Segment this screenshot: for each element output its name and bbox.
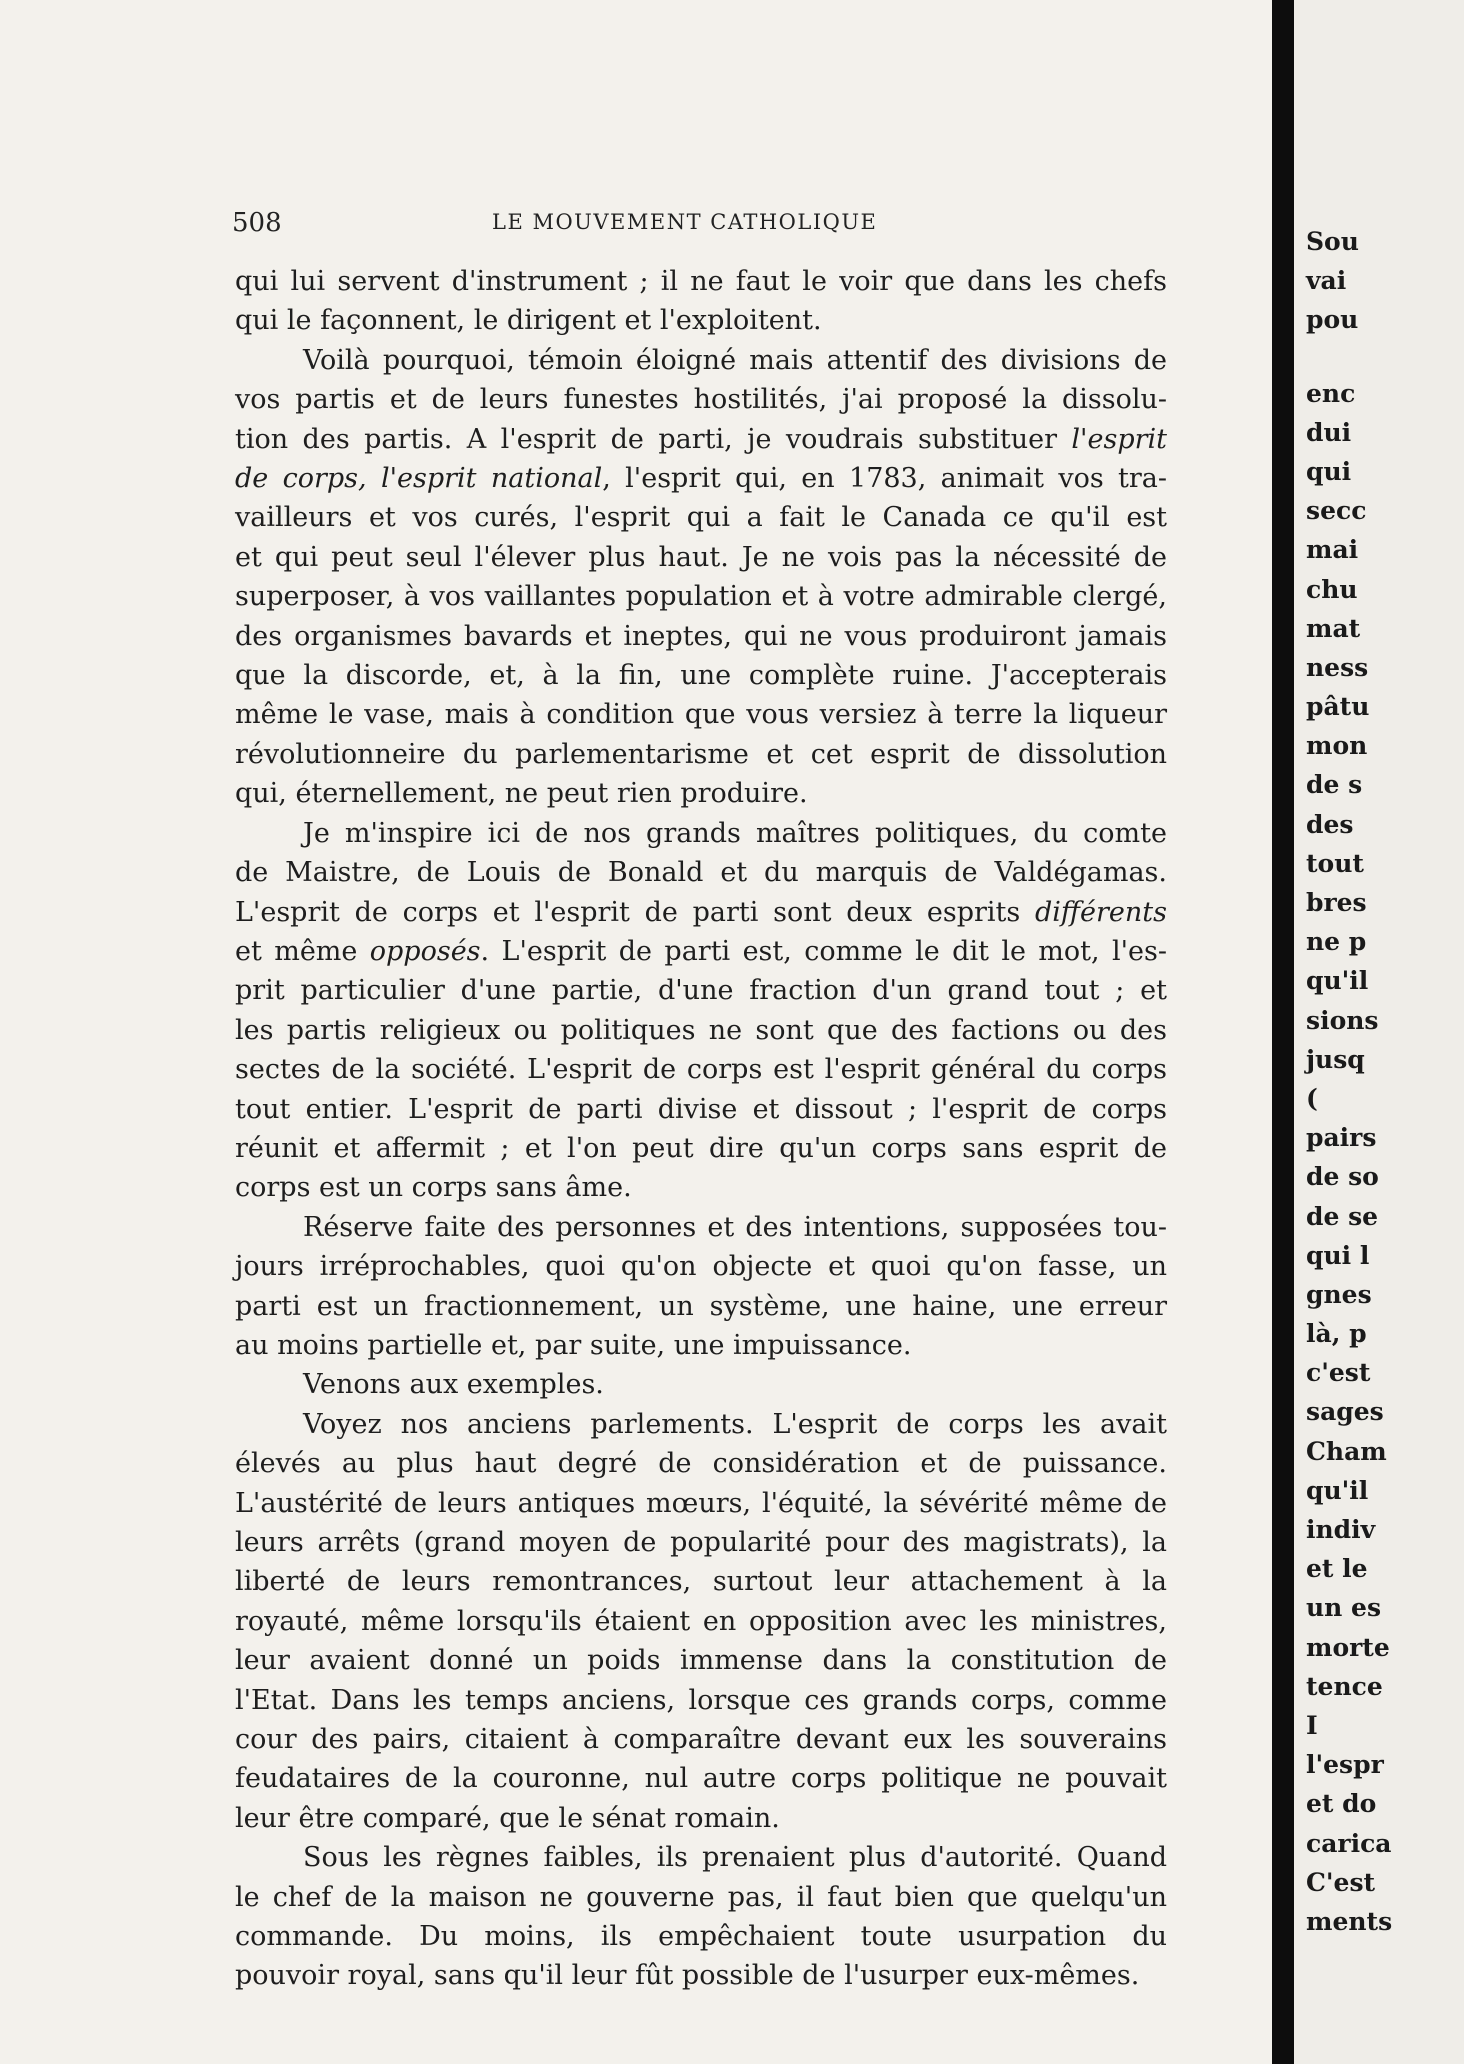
text-line: [235, 1917, 1167, 1956]
right-page-fragment: et le: [1306, 1554, 1368, 1584]
text-line: [235, 735, 1167, 774]
text-run: Réserve faite des personnes et des intentions, supposées tou-: [303, 1211, 1167, 1243]
right-page-fragment: bres: [1306, 888, 1367, 917]
right-page-fragment: sages: [1306, 1397, 1384, 1427]
text-run: que la discorde, et, à la fin, une complète ruine. J'accepterais: [235, 660, 1167, 692]
text-run: vos partis et de leurs funestes hostilités, j'ai proposé la dissolu-: [235, 384, 1167, 416]
italic-text: l'esprit: [1071, 423, 1167, 455]
right-page-fragment: de so: [1306, 1162, 1379, 1192]
text-run: Voyez nos anciens parlements. L'esprit de corps les avait: [303, 1408, 1167, 1440]
right-page-fragment: qu'il: [1306, 1475, 1369, 1505]
book-gutter: [1272, 0, 1294, 2064]
text-run: qui, éternellement, ne peut rien produire.: [235, 778, 808, 810]
text-run: royauté, même lorsqu'ils étaient en opposition avec les ministres,: [235, 1605, 1167, 1637]
text-run: qui le façonnent, le dirigent et l'exploitent.: [235, 305, 822, 337]
italic-text: opposés: [369, 935, 481, 967]
right-page-fragment: pairs: [1306, 1123, 1377, 1153]
text-run: leurs arrêts (grand moyen de popularité pour des magistrats), la: [235, 1527, 1167, 1558]
text-line: [235, 1168, 1167, 1207]
text-line: [235, 932, 1167, 971]
text-line: [235, 301, 1167, 340]
text-run: L'esprit de corps et l'esprit de parti sont deux esprits: [235, 896, 1035, 928]
right-page-fragment: pou: [1306, 305, 1359, 335]
right-page-fragment: ments: [1306, 1906, 1393, 1936]
text-run: vailleurs et vos curés, l'esprit qui a fait le Canada ce qu'il est: [235, 502, 1167, 534]
running-head: [232, 208, 1172, 242]
text-run: , l'esprit qui, en 1783, animait vos tra-: [602, 463, 1168, 495]
text-line: [235, 1602, 1167, 1641]
right-page-fragment: secc: [1306, 496, 1367, 526]
text-line: [235, 1050, 1167, 1089]
text-line: [235, 1208, 1167, 1247]
page-number: 508: [232, 208, 282, 238]
text-run: jours irréprochables, quoi qu'on objecte et quoi qu'on fasse, un: [235, 1251, 1167, 1283]
text-run: les partis religieux ou politiques ne sont que des factions ou des: [235, 1014, 1167, 1046]
right-page-gap: [1306, 340, 1464, 374]
text-run: révolutionneire du parlementarisme et cet esprit de dissolution: [235, 738, 1167, 770]
right-page-fragment: gnes: [1306, 1279, 1372, 1309]
text-run: Voilà pourquoi, témoin éloigné mais attentif des divisions de: [303, 344, 1167, 376]
text-run: prit particulier d'une partie, d'une fraction d'un grand tout ; et: [235, 975, 1167, 1007]
right-page-fragment: l'espr: [1306, 1750, 1384, 1780]
text-line: [235, 971, 1167, 1010]
text-run: leur avaient donné un poids immense dans la constitution de: [235, 1645, 1167, 1677]
text-run: parti est un fractionnement, un système, une haine, une erreur: [235, 1290, 1167, 1322]
text-run: de Maistre, de Louis de Bonald et du marquis de Valdégamas.: [235, 857, 1167, 889]
text-line: [235, 1681, 1167, 1720]
text-line: [235, 262, 1167, 301]
text-run: L'austérité de leurs antiques mœurs, l'équité, la sévérité même de: [235, 1487, 1167, 1519]
text-run: réunit et affermit ; et l'on peut dire qu'un corps sans esprit de: [235, 1132, 1167, 1164]
text-line: [235, 341, 1167, 380]
right-page-fragment: c'est: [1306, 1358, 1371, 1388]
text-run: Sous les règnes faibles, ils prenaient plus d'autorité. Quand: [303, 1842, 1167, 1874]
text-run: tion des partis. A l'esprit de parti, je voudrais substituer: [235, 423, 1072, 455]
text-line: [235, 1562, 1167, 1601]
right-page-fragment: C'est: [1306, 1867, 1376, 1897]
text-line: [235, 1878, 1167, 1917]
right-page-fragment: tence: [1306, 1671, 1383, 1701]
text-run: même le vase, mais à condition que vous versiez à terre la liqueur: [235, 699, 1167, 731]
text-run: pouvoir royal, sans qu'il leur fût possible de l'usurper eux-mêmes.: [235, 1960, 1140, 1992]
text-line: [235, 577, 1167, 616]
text-run: . L'esprit de parti est, comme le dit le mot, l'es-: [480, 935, 1168, 967]
right-page-fragment: mon: [1306, 731, 1368, 761]
text-run: le chef de la maison ne gouverne pas, il faut bien que quelqu'un: [235, 1881, 1167, 1913]
text-line: [235, 814, 1167, 853]
text-run: et même: [235, 935, 370, 967]
text-line: [235, 1641, 1167, 1680]
text-line: [235, 1444, 1167, 1483]
text-line: [235, 498, 1167, 537]
text-run: sectes de la société. L'esprit de corps est l'esprit général du corps: [235, 1054, 1167, 1086]
text-line: [235, 617, 1167, 656]
text-line: [235, 1759, 1167, 1798]
right-page-fragment: qui: [1306, 456, 1352, 486]
text-run: leur être comparé, que le sénat romain.: [235, 1802, 780, 1834]
right-page-fragment: Cham: [1306, 1436, 1387, 1466]
text-run: et qui peut seul l'élever plus haut. Je ne vois pas la nécessité de: [235, 541, 1167, 573]
right-page-fragment: Sou: [1306, 227, 1359, 256]
text-run: Venons aux exemples.: [303, 1369, 604, 1401]
right-page-fragment: I: [1306, 1710, 1318, 1740]
text-run: commande. Du moins, ils empêchaient toute usurpation du: [235, 1921, 1167, 1953]
text-line: [235, 893, 1167, 932]
text-line: [235, 1365, 1167, 1404]
text-line: [235, 1838, 1167, 1877]
text-line: [235, 1129, 1167, 1168]
text-line: [235, 1326, 1167, 1365]
text-line: [235, 1799, 1167, 1838]
right-page-fragment: qui l: [1306, 1240, 1370, 1270]
right-page-fragment: chu: [1306, 574, 1358, 604]
text-line: [235, 538, 1167, 577]
right-page-fragment: morte: [1306, 1632, 1390, 1662]
text-line: [235, 853, 1167, 892]
right-page-fragment: ne p: [1306, 927, 1367, 957]
text-line: [235, 1247, 1167, 1286]
right-page-fragment: enc: [1306, 378, 1356, 408]
right-page-fragment: (: [1306, 1083, 1318, 1113]
text-line: [235, 1090, 1167, 1129]
right-page-fragment: tout: [1306, 848, 1364, 878]
text-line: [235, 459, 1167, 498]
text-run: feudataires de la couronne, nul autre corps politique ne pouvait: [235, 1763, 1167, 1795]
text-run: élevés au plus haut degré de considération et de puissance.: [235, 1448, 1167, 1480]
text-line: [235, 1011, 1167, 1050]
italic-text: différents: [1034, 896, 1167, 928]
right-page-fragment: indiv: [1306, 1515, 1376, 1544]
text-run: qui lui servent d'instrument ; il ne faut le voir que dans les chefs: [235, 266, 1167, 297]
right-page-fragment: pâtu: [1306, 692, 1370, 722]
text-line: [235, 1956, 1167, 1995]
text-column: [235, 262, 1167, 1996]
right-page-fragment: jusq: [1306, 1044, 1365, 1074]
text-run: l'Etat. Dans les temps anciens, lorsque ces grands corps, comme: [235, 1684, 1167, 1716]
text-line: [235, 420, 1167, 459]
right-page-fragment: là, p: [1306, 1319, 1367, 1349]
right-page-fragment: vai: [1306, 266, 1347, 296]
right-page-fragment: qu'il: [1306, 966, 1369, 996]
text-run: cour des pairs, citaient à comparaître devant eux les souverains: [235, 1724, 1167, 1756]
right-page-fragment: sions: [1306, 1005, 1379, 1035]
italic-text: de corps, l'esprit national: [235, 463, 603, 495]
text-run: tout entier. L'esprit de parti divise et dissout ; l'esprit de corps: [235, 1093, 1167, 1125]
text-run: liberté de leurs remontrances, surtout leur attachement à la: [235, 1566, 1167, 1598]
right-page-fragment: de s: [1306, 770, 1363, 800]
text-line: [235, 774, 1167, 813]
text-run: des organismes bavards et ineptes, qui ne vous produiront jamais: [235, 620, 1167, 652]
right-page-fragment: mat: [1306, 613, 1361, 643]
text-line: [235, 1405, 1167, 1444]
text-run: superposer, à vos vaillantes population et à votre admirable clergé,: [235, 581, 1167, 613]
right-page-fragment: des: [1306, 809, 1354, 839]
text-line: [235, 1523, 1167, 1562]
right-page-fragment: dui: [1306, 417, 1352, 447]
right-page-fragment: un es: [1306, 1593, 1382, 1623]
right-page-fragment: et do: [1306, 1789, 1377, 1819]
text-line: [235, 695, 1167, 734]
text-line: [235, 380, 1167, 419]
text-run: au moins partielle et, par suite, une impuissance.: [235, 1329, 912, 1361]
text-line: [235, 1720, 1167, 1759]
text-run: Je m'inspire ici de nos grands maîtres politiques, du comte: [303, 817, 1167, 849]
right-page-fragment: carica: [1306, 1828, 1392, 1858]
text-line: [235, 1287, 1167, 1326]
text-line: [235, 1484, 1167, 1523]
text-run: corps est un corps sans âme.: [235, 1172, 632, 1204]
right-page-fragment: ness: [1306, 652, 1369, 682]
right-page-edge: [1294, 0, 1464, 2064]
text-line: [235, 656, 1167, 695]
right-page-fragment: mai: [1306, 535, 1359, 565]
right-page-text-fragments: [1306, 222, 1464, 1941]
right-page-fragment: de se: [1306, 1201, 1379, 1231]
running-title: LE MOUVEMENT CATHOLIQUE: [492, 210, 878, 234]
